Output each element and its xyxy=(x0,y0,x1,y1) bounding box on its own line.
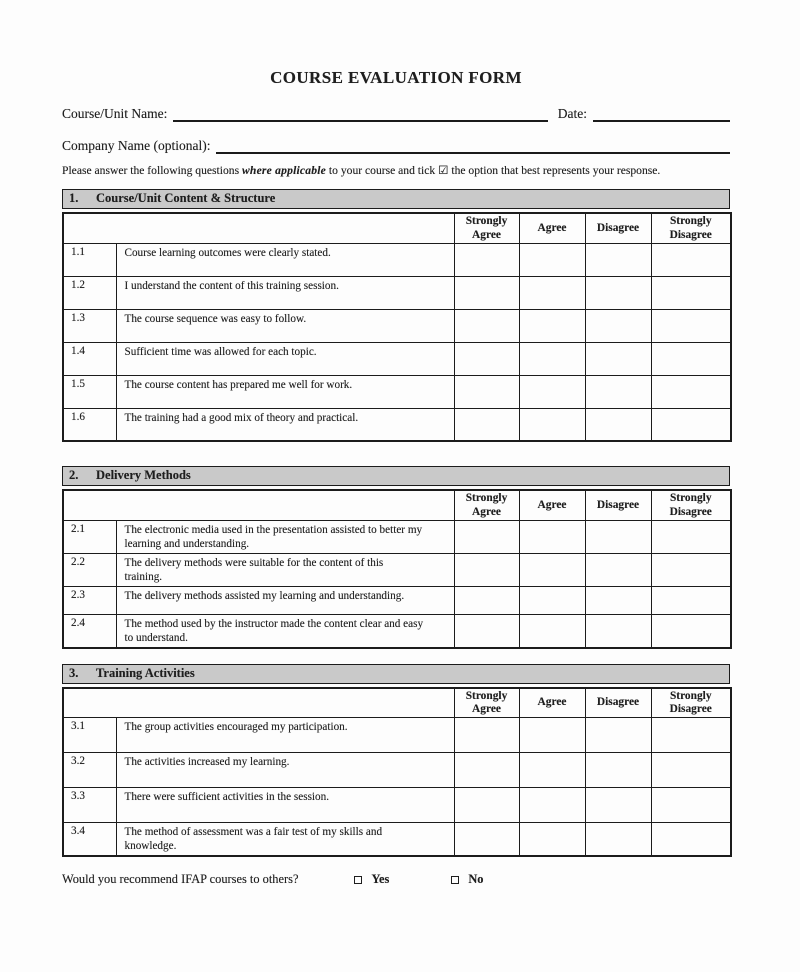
column-header-disagree: Disagree xyxy=(585,490,651,520)
item-number: 1.3 xyxy=(63,309,116,342)
item-text: The course sequence was easy to follow. xyxy=(116,309,454,342)
item-number: 1.5 xyxy=(63,375,116,408)
no-label: No xyxy=(468,872,484,887)
tick-cell-strongly-agree[interactable] xyxy=(454,408,519,441)
item-text: The course content has prepared me well for work. xyxy=(116,375,454,408)
column-header-strongly-agree: Strongly Agree xyxy=(454,213,519,243)
tick-cell-strongly-agree[interactable] xyxy=(454,753,519,788)
tick-cell-strongly-disagree[interactable] xyxy=(651,408,731,441)
no-checkbox-icon[interactable] xyxy=(451,876,459,884)
company-name-row xyxy=(62,137,730,154)
table-row xyxy=(63,375,731,408)
table-row xyxy=(63,342,731,375)
item-text: The training had a good mix of theory and practical. xyxy=(116,408,454,441)
tick-cell-strongly-agree[interactable] xyxy=(454,823,519,857)
tick-cell-strongly-disagree[interactable] xyxy=(651,788,731,823)
tick-cell-strongly-disagree[interactable] xyxy=(651,520,731,553)
tick-cell-strongly-disagree[interactable] xyxy=(651,718,731,753)
item-text: The delivery methods assisted my learning and understanding. xyxy=(116,586,454,614)
tick-cell-agree[interactable] xyxy=(519,753,585,788)
table-row xyxy=(63,753,731,788)
column-header-strongly-agree: Strongly Agree xyxy=(454,490,519,520)
company-name-label: Company Name (optional): xyxy=(62,138,211,153)
item-text: The delivery methods were suitable for the content of this training. xyxy=(116,553,454,586)
tick-cell-strongly-disagree[interactable] xyxy=(651,553,731,586)
tick-cell-disagree[interactable] xyxy=(585,342,651,375)
column-header-agree: Agree xyxy=(519,688,585,718)
tick-cell-agree[interactable] xyxy=(519,586,585,614)
column-header-strongly-disagree: Strongly Disagree xyxy=(651,688,731,718)
tick-cell-disagree[interactable] xyxy=(585,586,651,614)
tick-cell-agree[interactable] xyxy=(519,823,585,857)
tick-cell-strongly-disagree[interactable] xyxy=(651,586,731,614)
recommend-question: Would you recommend IFAP courses to others? xyxy=(62,872,299,887)
date-label: Date: xyxy=(557,106,587,121)
section-2-header-bar xyxy=(62,466,730,486)
rating-header-row xyxy=(63,213,731,243)
tick-cell-disagree[interactable] xyxy=(585,823,651,857)
tick-cell-disagree[interactable] xyxy=(585,276,651,309)
item-text: The electronic media used in the presentation assisted to better my learning and understanding. xyxy=(116,520,454,553)
form-title: COURSE EVALUATION FORM xyxy=(270,68,522,87)
item-number: 1.6 xyxy=(63,408,116,441)
instructions-pre: Please answer the following questions xyxy=(62,164,242,177)
tick-cell-agree[interactable] xyxy=(519,309,585,342)
section-1-number: 1. xyxy=(69,191,79,206)
instructions-emphasis: where applicable xyxy=(242,164,327,177)
column-header-disagree: Disagree xyxy=(585,688,651,718)
table-row xyxy=(63,408,731,441)
rating-header-row xyxy=(63,490,731,520)
table-row xyxy=(63,309,731,342)
tick-cell-strongly-agree[interactable] xyxy=(454,586,519,614)
tick-cell-disagree[interactable] xyxy=(585,520,651,553)
section-3-table xyxy=(62,687,732,858)
item-text: The method used by the instructor made the content clear and easy to understand. xyxy=(116,614,454,648)
recommend-question-row xyxy=(62,872,730,887)
column-header-strongly-disagree: Strongly Disagree xyxy=(651,490,731,520)
tick-cell-disagree[interactable] xyxy=(585,243,651,276)
tick-cell-strongly-disagree[interactable] xyxy=(651,614,731,648)
item-number: 3.1 xyxy=(63,718,116,753)
table-row xyxy=(63,718,731,753)
section-1-header-bar xyxy=(62,189,730,209)
section-2-number: 2. xyxy=(69,468,79,483)
tick-cell-strongly-agree[interactable] xyxy=(454,375,519,408)
tick-cell-disagree[interactable] xyxy=(585,408,651,441)
column-header-agree: Agree xyxy=(519,213,585,243)
table-row xyxy=(63,614,731,648)
tick-cell-disagree[interactable] xyxy=(585,788,651,823)
section-3-number: 3. xyxy=(69,665,79,680)
tick-cell-disagree[interactable] xyxy=(585,375,651,408)
instructions-text xyxy=(62,163,730,178)
tick-cell-disagree[interactable] xyxy=(585,309,651,342)
column-header-disagree: Disagree xyxy=(585,213,651,243)
table-row xyxy=(63,553,731,586)
course-name-label: Course/Unit Name: xyxy=(62,106,168,121)
item-text: Course learning outcomes were clearly stated. xyxy=(116,243,454,276)
empty-header-cell xyxy=(63,490,454,520)
tick-cell-strongly-agree[interactable] xyxy=(454,718,519,753)
item-number: 2.4 xyxy=(63,614,116,648)
column-header-agree: Agree xyxy=(519,490,585,520)
section-2-table xyxy=(62,489,732,649)
tick-cell-strongly-agree[interactable] xyxy=(454,553,519,586)
section-3-header-bar xyxy=(62,664,730,684)
item-text: The group activities encouraged my participation. xyxy=(116,718,454,753)
company-name-input-line[interactable] xyxy=(216,137,730,154)
tick-cell-agree[interactable] xyxy=(519,614,585,648)
tick-cell-agree[interactable] xyxy=(519,718,585,753)
table-row xyxy=(63,520,731,553)
section-1-title: Course/Unit Content & Structure xyxy=(96,191,276,206)
item-text: There were sufficient activities in the session. xyxy=(116,788,454,823)
item-text: The activities increased my learning. xyxy=(116,753,454,788)
table-row xyxy=(63,243,731,276)
date-input-line[interactable] xyxy=(593,105,730,122)
tick-cell-agree[interactable] xyxy=(519,243,585,276)
table-row xyxy=(63,586,731,614)
item-number: 2.1 xyxy=(63,520,116,553)
item-number: 2.3 xyxy=(63,586,116,614)
tick-cell-disagree[interactable] xyxy=(585,614,651,648)
tick-cell-disagree[interactable] xyxy=(585,553,651,586)
tick-cell-strongly-agree[interactable] xyxy=(454,614,519,648)
tick-cell-strongly-agree[interactable] xyxy=(454,309,519,342)
form-content xyxy=(62,0,730,887)
tick-cell-agree[interactable] xyxy=(519,788,585,823)
item-number: 1.2 xyxy=(63,276,116,309)
table-row xyxy=(63,276,731,309)
tick-cell-strongly-disagree[interactable] xyxy=(651,342,731,375)
section-1-table xyxy=(62,212,732,442)
tick-cell-strongly-disagree[interactable] xyxy=(651,243,731,276)
yes-label: Yes xyxy=(371,872,390,887)
table-row xyxy=(63,788,731,823)
item-number: 3.2 xyxy=(63,753,116,788)
item-number: 3.4 xyxy=(63,823,116,857)
course-name-row xyxy=(62,105,730,122)
item-number: 1.4 xyxy=(63,342,116,375)
instructions-post: to your course and tick ☑ the option that best represents your response. xyxy=(326,164,661,177)
tick-cell-agree[interactable] xyxy=(519,276,585,309)
tick-cell-disagree[interactable] xyxy=(585,753,651,788)
tick-cell-strongly-agree[interactable] xyxy=(454,243,519,276)
table-row xyxy=(63,823,731,857)
option-yes[interactable] xyxy=(354,872,389,887)
tick-cell-agree[interactable] xyxy=(519,520,585,553)
item-number: 1.1 xyxy=(63,243,116,276)
section-2-title: Delivery Methods xyxy=(96,468,191,483)
empty-header-cell xyxy=(63,213,454,243)
empty-header-cell xyxy=(63,688,454,718)
tick-cell-agree[interactable] xyxy=(519,342,585,375)
item-text: I understand the content of this training session. xyxy=(116,276,454,309)
column-header-strongly-agree: Strongly Agree xyxy=(454,688,519,718)
item-number: 3.3 xyxy=(63,788,116,823)
yes-checkbox-icon[interactable] xyxy=(354,876,362,884)
section-3-title: Training Activities xyxy=(96,665,195,680)
tick-cell-disagree[interactable] xyxy=(585,718,651,753)
tick-cell-strongly-disagree[interactable] xyxy=(651,823,731,857)
tick-cell-strongly-disagree[interactable] xyxy=(651,753,731,788)
item-number: 2.2 xyxy=(63,553,116,586)
tick-cell-agree[interactable] xyxy=(519,375,585,408)
tick-cell-agree[interactable] xyxy=(519,553,585,586)
column-header-strongly-disagree: Strongly Disagree xyxy=(651,213,731,243)
item-text: The method of assessment was a fair test of my skills and knowledge. xyxy=(116,823,454,857)
tick-cell-strongly-disagree[interactable] xyxy=(651,276,731,309)
tick-cell-agree[interactable] xyxy=(519,408,585,441)
option-no[interactable] xyxy=(451,872,483,887)
tick-cell-strongly-agree[interactable] xyxy=(454,342,519,375)
tick-cell-strongly-agree[interactable] xyxy=(454,788,519,823)
rating-header-row xyxy=(63,688,731,718)
course-name-input-line[interactable] xyxy=(173,105,547,122)
tick-cell-strongly-agree[interactable] xyxy=(454,520,519,553)
tick-cell-strongly-agree[interactable] xyxy=(454,276,519,309)
tick-cell-strongly-disagree[interactable] xyxy=(651,309,731,342)
item-text: Sufficient time was allowed for each topic. xyxy=(116,342,454,375)
tick-cell-strongly-disagree[interactable] xyxy=(651,375,731,408)
